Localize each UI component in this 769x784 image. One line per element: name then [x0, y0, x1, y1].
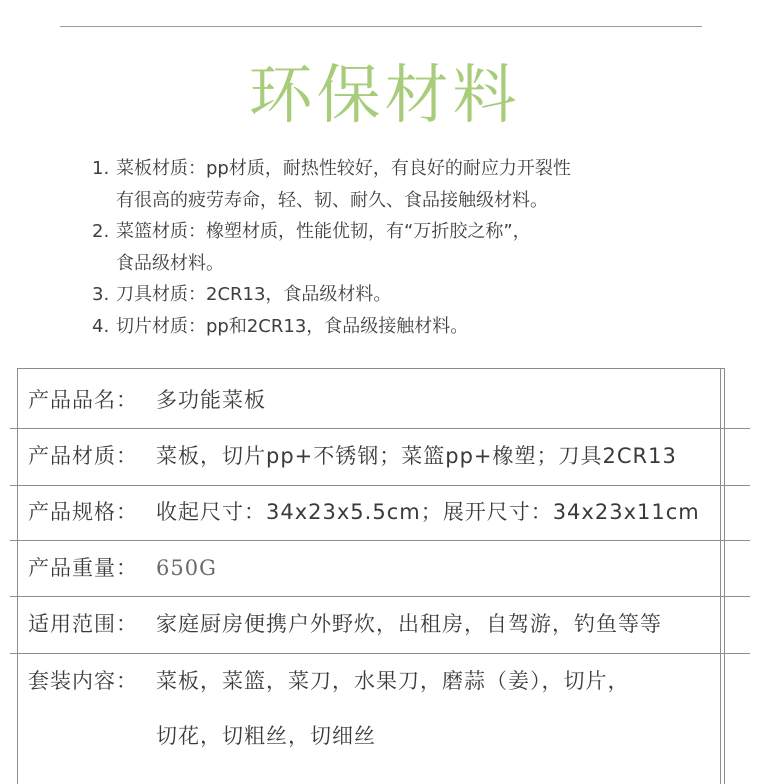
list-item [92, 311, 571, 343]
spec-value-material: 菜板，切片pp+不锈钢；菜篮pp+橡塑；刀具2CR13 [156, 444, 677, 468]
row-divider [10, 540, 750, 541]
spec-value-name: 多功能菜板 [156, 388, 266, 412]
spec-value-usage: 家庭厨房便携户外野炊，出租房，自驾游，钓鱼等等 [156, 612, 662, 636]
list-item [92, 153, 571, 185]
spec-label-size: 产品规格： [28, 500, 138, 524]
row-divider [10, 428, 750, 429]
spec-label-weight: 产品重量： [28, 556, 138, 580]
item-number: 4. [92, 315, 110, 337]
spec-label-material: 产品材质： [28, 444, 138, 468]
item-text: 切片材质：pp和2CR13，食品级接触材料。 [116, 315, 469, 337]
row-divider [10, 653, 750, 654]
item-continuation: 食品级材料。 [116, 252, 224, 274]
spec-label-usage: 适用范围： [28, 612, 138, 636]
row-divider [10, 485, 750, 486]
spec-label-contents: 套装内容： [28, 669, 138, 693]
item-continuation: 有很高的疲劳寿命，轻、韧、耐久、食品接触级材料。 [116, 189, 548, 211]
table-edge [720, 369, 721, 784]
spec-value-size: 收起尺寸：34x23x5.5cm；展开尺寸：34x23x11cm [156, 500, 700, 524]
spec-value-weight: 650G [156, 556, 217, 580]
spec-label-name: 产品品名： [28, 388, 138, 412]
item-number: 2. [92, 221, 110, 242]
spec-value-contents: 菜板，菜篮，菜刀，水果刀，磨蒜（姜），切片， [156, 669, 630, 693]
top-divider [60, 26, 702, 27]
row-divider [10, 596, 750, 597]
spec-value-contents-continued: 切花，切粗丝，切细丝 [156, 724, 376, 748]
materials-list [92, 153, 571, 342]
list-item [92, 279, 571, 311]
page-title: 环保材料 [248, 59, 521, 133]
item-text: 菜篮材质：橡塑材质，性能优韧，有“万折胶之称”， [116, 221, 531, 242]
item-text: 刀具材质：2CR13，食品级材料。 [116, 284, 392, 305]
item-number: 1. [92, 158, 110, 179]
item-number: 3. [92, 284, 110, 305]
item-text: 菜板材质：pp材质，耐热性较好，有良好的耐应力开裂性 [116, 158, 571, 179]
list-item [92, 216, 571, 248]
